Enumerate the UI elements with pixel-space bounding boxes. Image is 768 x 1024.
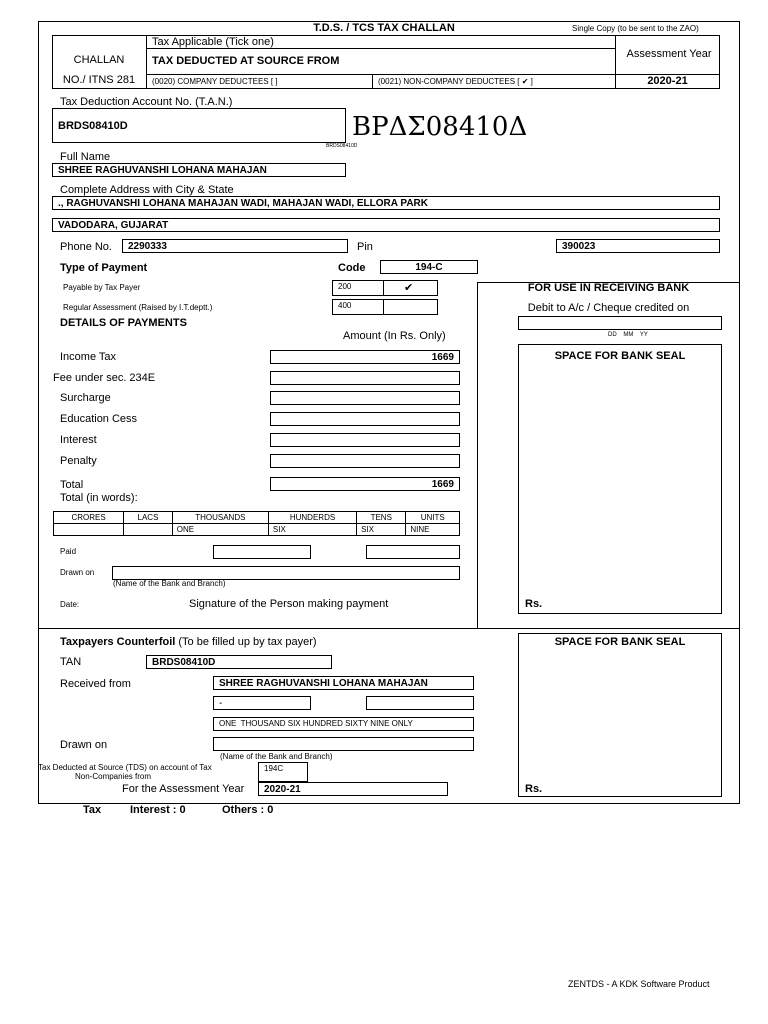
code-label: Code [338,262,366,274]
barcode-caption: BRDS08410D [326,143,358,149]
footer-others: Others : 0 [222,804,274,816]
counterfoil-title [60,636,317,648]
cf-bank-seal-label: SPACE FOR BANK SEAL [554,636,686,648]
debit-date-field[interactable] [518,316,722,330]
full-name-label: Full Name [60,151,111,163]
details-title: DETAILS OF PAYMENTS [60,317,187,329]
signature-label: Signature of the Person making payment [189,598,389,610]
footer-interest: Interest : 0 [130,804,186,816]
tds-line1: Tax Deducted at Source (TDS) on account of Tax [38,763,212,772]
total-words-label: Total (in words): [60,492,138,504]
product-credit: ZENTDS - A KDK Software Product [568,979,710,989]
cf-tan-label: TAN [60,656,82,668]
words-cell[interactable]: SIX [357,524,406,536]
counterfoil-title-text: Taxpayers Counterfoil [60,636,176,648]
tan-barcode: ΒΡΔΣ08410Δ [352,112,528,142]
non-company-deductees[interactable]: (0021) NON-COMPANY DEDUCTEES [ ✔ ] [378,77,533,86]
itns-label: NO./ ITNS 281 [62,74,136,86]
cf-drawn-on-field[interactable] [213,737,474,751]
tan-label: Tax Deduction Account No. (T.A.N.) [60,96,233,108]
bank-rs-label: Rs. [525,598,543,610]
drawn-on-field[interactable] [112,566,460,580]
interest-field[interactable] [270,433,460,447]
paid-label: Paid [60,547,77,556]
bank-seal-box [518,344,722,614]
company-deductees[interactable]: (0020) COMPANY DEDUCTEES [ ] [152,77,278,86]
cf-ay-field[interactable]: 2020-21 [258,782,448,796]
phone-label: Phone No. [60,241,112,253]
address-label: Complete Address with City & State [60,184,234,196]
drawn-on-label: Drawn on [60,568,95,577]
bank-seal-label: SPACE FOR BANK SEAL [554,350,686,362]
cf-amount-words[interactable]: ONE THOUSAND SIX HUNDRED SIXTY NINE ONLY [213,717,474,731]
income-tax-label: Income Tax [60,351,117,363]
copy-note: Single Copy (to be sent to the ZAO) [572,24,699,33]
penalty-field[interactable] [270,454,460,468]
cf-rs-label: Rs. [525,783,543,795]
cf-ay-label: For the Assessment Year [122,783,245,795]
cf-drawn-on-label: Drawn on [60,739,108,751]
words-cell[interactable] [54,524,124,536]
words-cell[interactable]: NINE [406,524,460,536]
total-label: Total [60,479,84,491]
tax-applicable-label: Tax Applicable (Tick one) [152,36,274,48]
cf-field-blank[interactable] [366,696,474,710]
pin-label: Pin [357,241,373,253]
interest-label: Interest [60,434,97,446]
tds-line2: Non-Companies from [75,772,152,781]
cf-bank-seal-box [518,633,722,797]
words-header: UNITS [406,512,460,524]
surcharge-field[interactable] [270,391,460,405]
bank-use-title: FOR USE IN RECEIVING BANK [527,282,690,294]
words-header: LACS [124,512,173,524]
tan-field[interactable]: BRDS08410D [52,108,346,143]
address-line2[interactable]: VADODARA, GUJARAT [52,218,720,232]
payable-tick: ✔ [404,282,414,294]
tax-type: TAX DEDUCTED AT SOURCE FROM [152,55,340,67]
payable-code[interactable]: 200 [332,280,438,296]
footer-tax: Tax [83,804,102,816]
payable-label: Payable by Tax Payer [63,283,141,292]
amount-words-table [53,511,460,536]
challan-label: CHALLAN [73,54,125,66]
date-format: DD MM YY [608,332,648,338]
received-from-field[interactable]: SHREE RAGHUVANSHI LOHANA MAHAJAN [213,676,474,690]
education-cess-label: Education Cess [60,413,138,425]
assessment-year-label: Assessment Year [626,48,712,60]
full-name-field[interactable]: SHREE RAGHUVANSHI LOHANA MAHAJAN [52,163,346,177]
words-header: HUNDERDS [268,512,356,524]
words-cell[interactable] [124,524,173,536]
code-field[interactable]: 194-C [380,260,478,274]
assessment-year-value: 2020-21 [647,75,688,87]
phone-field[interactable]: 2290333 [122,239,348,253]
fee-234e-label: Fee under sec. 234E [53,372,156,384]
challan-title: T.D.S. / TCS TAX CHALLAN [313,22,455,34]
counterfoil-note: (To be filled up by tax payer) [178,636,317,648]
words-cell[interactable]: ONE [172,524,268,536]
cf-tan-field[interactable]: BRDS08410D [146,655,332,669]
words-header: TENS [357,512,406,524]
penalty-label: Penalty [60,455,97,467]
date-label: Date: [60,600,80,609]
regular-assessment-label: Regular Assessment (Raised by I.T.deptt.) [63,303,213,312]
tds-code-field[interactable]: 194C [258,762,308,782]
amount-header: Amount (In Rs. Only) [343,330,446,342]
pin-field[interactable]: 390023 [556,239,720,253]
education-cess-field[interactable] [270,412,460,426]
address-line1[interactable]: ., RAGHUVANSHI LOHANA MAHAJAN WADI, MAHAJAN WADI, ELLORA PARK [52,196,720,210]
bank-branch-caption: (Name of the Bank and Branch) [113,579,226,588]
regular-code[interactable]: 400 [332,299,438,315]
fee-234e-field[interactable] [270,371,460,385]
debit-label: Debit to A/c / Cheque credited on [527,302,690,314]
paid-field-1[interactable] [213,545,311,559]
cf-bank-caption: (Name of the Bank and Branch) [220,752,333,761]
total-field[interactable]: 1669 [270,477,460,491]
words-header: THOUSANDS [172,512,268,524]
cf-field-dash[interactable]: - [213,696,311,710]
received-from-label: Received from [60,678,131,690]
type-of-payment-label: Type of Payment [60,262,148,274]
words-header: CRORES [54,512,124,524]
words-cell[interactable]: SIX [268,524,356,536]
surcharge-label: Surcharge [60,392,111,404]
income-tax-field[interactable]: 1669 [270,350,460,364]
paid-field-2[interactable] [366,545,460,559]
